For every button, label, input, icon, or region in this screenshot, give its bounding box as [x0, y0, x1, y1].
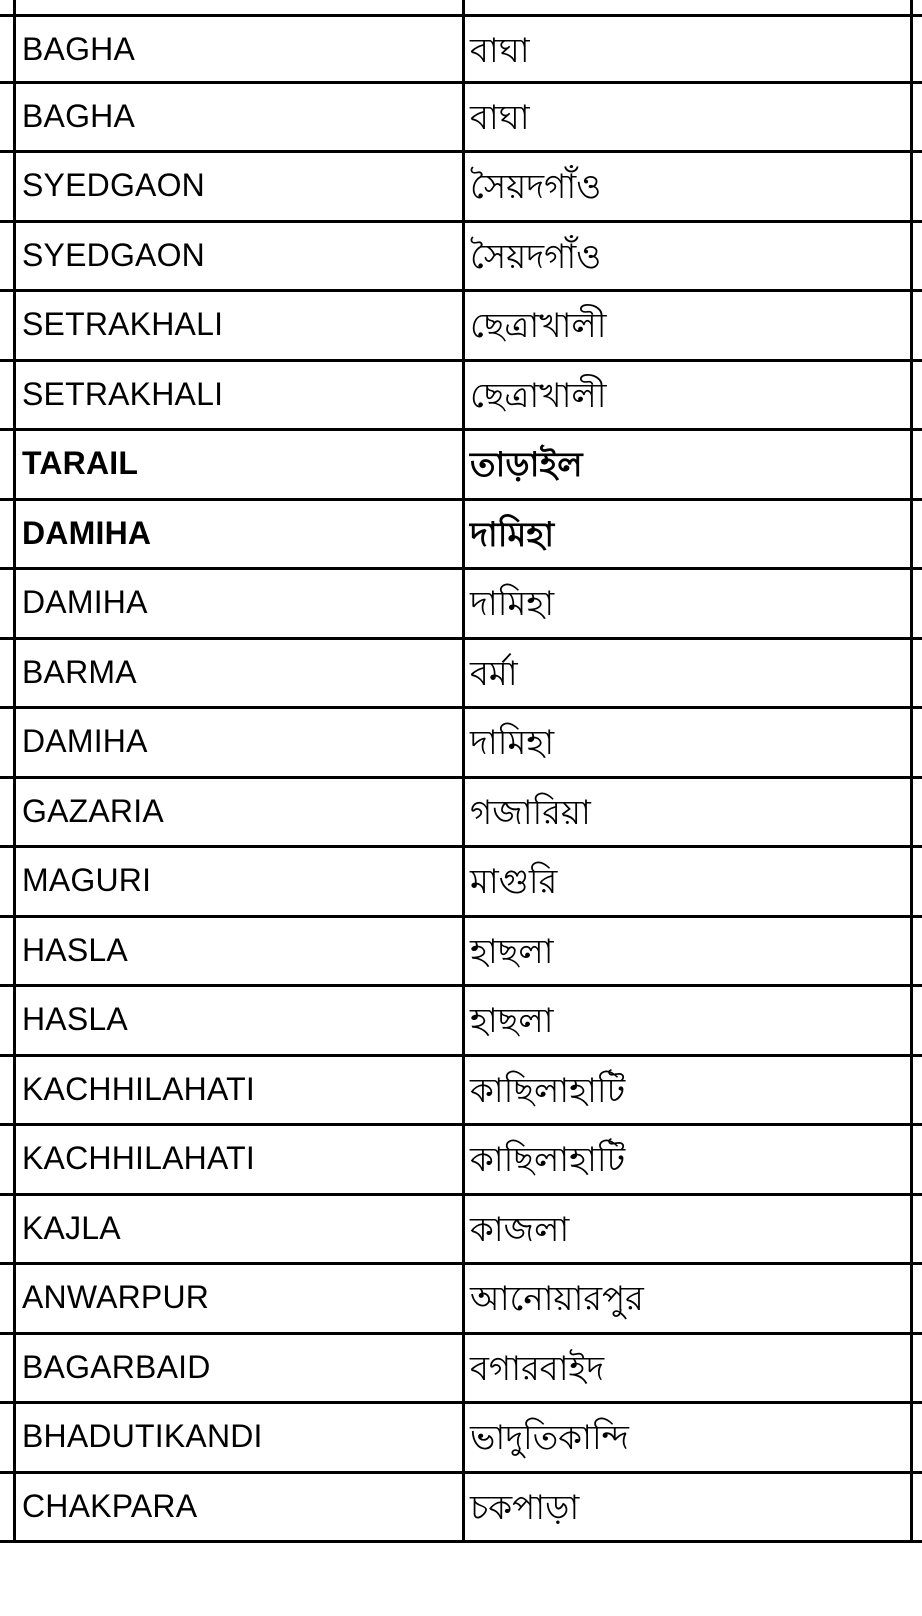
english-name-cell: KACHHILAHATI: [22, 1140, 255, 1176]
table-row: [0, 84, 922, 154]
bengali-name-cell: সৈয়দগাঁও: [470, 236, 602, 277]
english-name-cell: SETRAKHALI: [22, 375, 224, 412]
table-row: [0, 153, 922, 223]
english-name-cell: MAGURI: [22, 862, 152, 898]
english-name-cell: HASLA: [22, 1001, 128, 1037]
table-row: [0, 292, 922, 362]
table-row: [0, 1126, 922, 1196]
table-row: [0, 1474, 922, 1544]
english-name-cell: BARMA: [22, 653, 137, 690]
bengali-name-cell: দামিহা: [470, 723, 555, 763]
english-name-cell: SYEDGAON: [22, 236, 205, 273]
english-name-cell: DAMIHA: [22, 514, 152, 551]
table-row: [0, 362, 922, 432]
table-row: [0, 570, 922, 640]
bengali-name-cell: হাছলা: [470, 931, 554, 972]
bengali-name-cell: বাঘা: [470, 31, 530, 71]
table-row: [0, 1265, 922, 1335]
bengali-name-cell: গজারিয়া: [470, 792, 591, 833]
bengali-name-cell: বগারবাইদ: [470, 1348, 605, 1389]
bengali-name-cell: দামিহা: [470, 514, 555, 555]
english-name-cell: ANWARPUR: [22, 1279, 210, 1315]
english-name-cell: BHADUTIKANDI: [22, 1418, 263, 1454]
english-name-cell: KAJLA: [22, 1209, 121, 1246]
bengali-name-cell: চকপাড়া: [470, 1487, 580, 1528]
english-name-cell: DAMIHA: [22, 584, 148, 620]
bengali-name-cell: হাছলা: [470, 1001, 554, 1041]
table-row: [0, 709, 922, 779]
english-name-cell: SYEDGAON: [22, 167, 205, 203]
bengali-name-cell: আনোয়ারপুর: [470, 1279, 644, 1319]
table-row: [0, 501, 922, 571]
table-row: [0, 987, 922, 1057]
english-name-cell: TARAIL: [22, 445, 139, 481]
table-row: [0, 14, 922, 84]
english-name-cell: BAGHA: [22, 97, 136, 134]
english-name-cell: HASLA: [22, 931, 128, 968]
table-row: [0, 779, 922, 849]
table-row: [0, 431, 922, 501]
table-row: [0, 848, 922, 918]
english-name-cell: SETRAKHALI: [22, 306, 224, 342]
bengali-name-cell: কাজলা: [470, 1209, 570, 1250]
bengali-name-cell: তাড়াইল: [470, 445, 583, 485]
english-name-cell: GAZARIA: [22, 792, 164, 829]
table-header-remnant: [0, 0, 922, 14]
table-row: [0, 1404, 922, 1474]
english-name-cell: KACHHILAHATI: [22, 1070, 255, 1107]
bengali-name-cell: ছেত্রাখালী: [470, 306, 607, 346]
table-row: [0, 1196, 922, 1266]
bengali-name-cell: বর্মা: [470, 653, 518, 694]
english-name-cell: DAMIHA: [22, 723, 148, 759]
english-name-cell: BAGARBAID: [22, 1348, 211, 1385]
table-row: [0, 1335, 922, 1405]
place-names-table: [0, 14, 922, 1543]
bengali-name-cell: কাছিলাহাটি: [470, 1070, 626, 1111]
table-row: [0, 1057, 922, 1127]
bengali-name-cell: সৈয়দগাঁও: [470, 167, 602, 207]
english-name-cell: BAGHA: [22, 31, 136, 67]
bengali-name-cell: দামিহা: [470, 584, 555, 624]
table-row: [0, 640, 922, 710]
bengali-name-cell: ভাদুতিকান্দি: [470, 1418, 629, 1458]
bengali-name-cell: বাঘা: [470, 97, 530, 138]
table-row: [0, 918, 922, 988]
bengali-name-cell: কাছিলাহাটি: [470, 1140, 626, 1180]
bengali-name-cell: মাগুরি: [470, 862, 558, 902]
english-name-cell: CHAKPARA: [22, 1487, 198, 1524]
bengali-name-cell: ছেত্রাখালী: [470, 375, 607, 416]
table-row: [0, 223, 922, 293]
